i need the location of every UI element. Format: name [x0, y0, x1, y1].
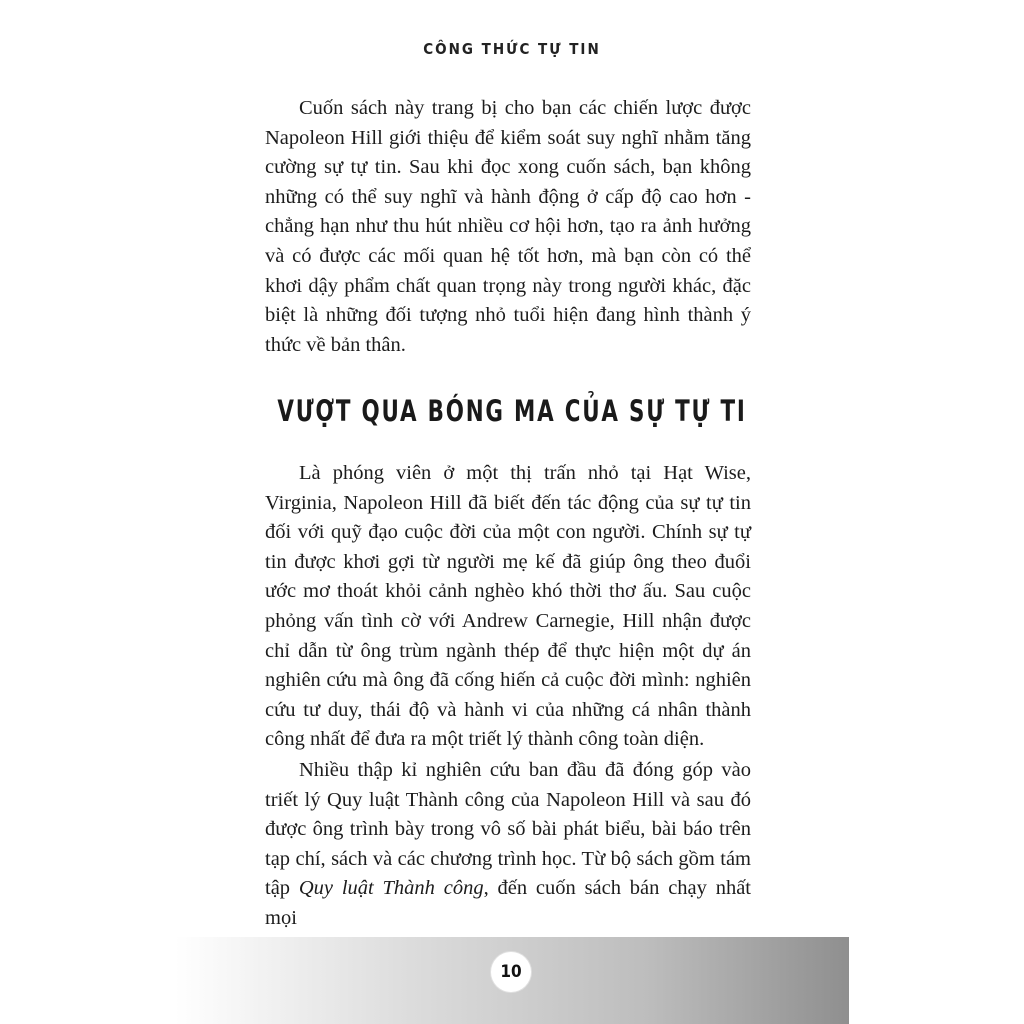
paragraph-decades-text-end: , đến cuốn sách bán chạy nhất mọi: [265, 877, 752, 929]
paragraph-decades: [265, 756, 751, 934]
paragraph-intro: Cuốn sách này trang bị cho bạn các chiến lược được Napoleon Hill giới thiệu để kiểm soát suy nghĩ nhằm tăng cường sự tự tin. Sau khi đọc xong cuốn sách, bạn không những có thể suy nghĩ và hành động ở cấp độ cao hơn - chẳng hạn như thu hút nhiều cơ hội hơn, tạo ra ảnh hưởng và có được các mối quan hệ tốt hơn, mà bạn còn có thể khơi dậy phẩm chất quan trọng này trong người khác, đặc biệt là những đối tượng nhỏ tuổi hiện đang hình thành ý thức về bản thân.: [265, 97, 751, 356]
section-heading: VƯỢT QUA BÓNG MA CỦA SỰ TỰ TI: [277, 394, 747, 428]
running-header-title: CÔNG THỨC TỰ TIN: [423, 40, 601, 58]
book-title-italic: Quy luật Thành công: [298, 877, 484, 900]
paragraph-reporter: Là phóng viên ở một thị trấn nhỏ tại Hạt Wise, Virginia, Napoleon Hill đã biết đến tác động của sự tự tin đối với quỹ đạo cuộc đời của một con người. Chính sự tự tin được khơi gợi từ người mẹ kế đã giúp ông theo đuổi ước mơ thoát khỏi cảnh nghèo khó thời thơ ấu. Sau cuộc phỏng vấn tình cờ với Andrew Carnegie, Hill nhận được chỉ dẫn từ ông trùm ngành thép để thực hiện một dự án nghiên cứu mà ông đã cống hiến cả cuộc đời mình: nghiên cứu tư duy, thái độ và hành vi của những cá nhân thành công nhất để đưa ra một triết lý thành công toàn diện.: [265, 462, 751, 751]
page-number-badge: 10: [491, 952, 531, 992]
paragraph-decades-text-start: Nhiều thập kỉ nghiên cứu ban đầu đã đóng góp vào triết lý Quy luật Thành công của Napoleon Hill và sau đó được ông trình bày trong vô số bài phát biểu, bài báo trên tạp chí, sách và các chương trình học. Từ bộ sách gồm tám tập: [265, 759, 751, 900]
